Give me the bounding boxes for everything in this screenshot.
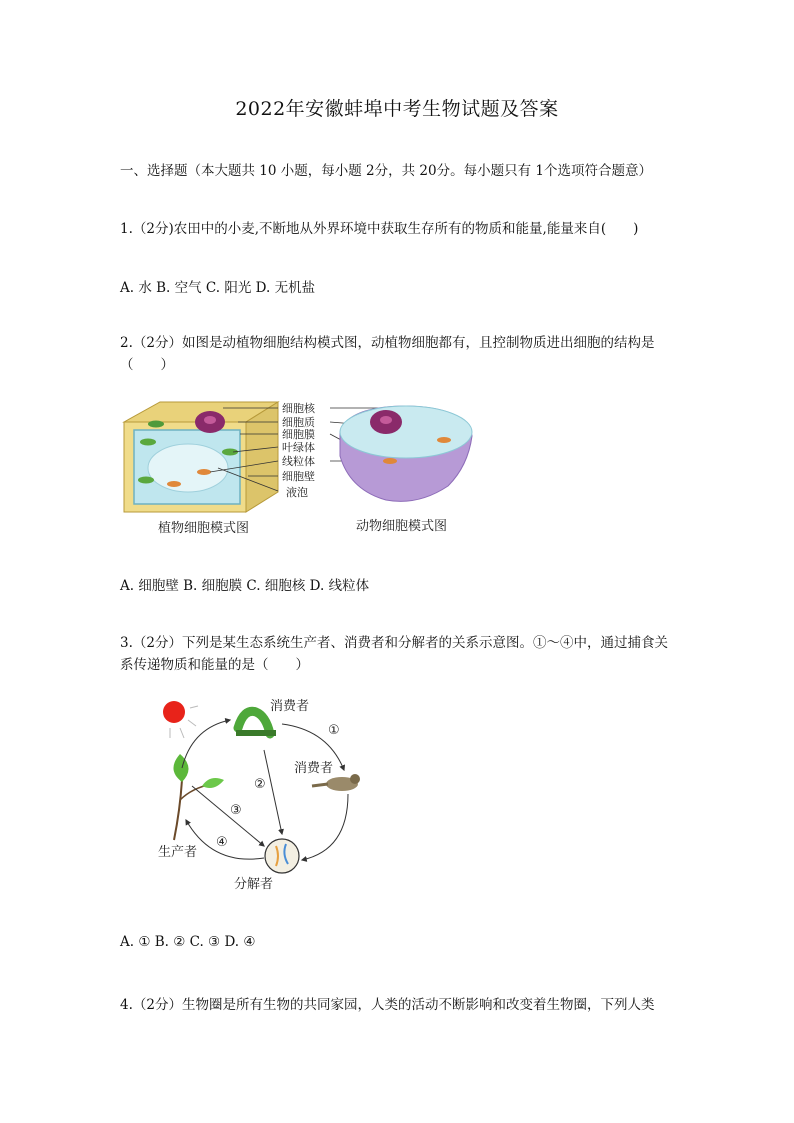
plant-cell-illustration	[124, 402, 278, 512]
sun-icon	[163, 701, 185, 723]
label-membrane: 细胞膜	[282, 428, 315, 441]
cell-structure-figure	[118, 396, 478, 544]
ecosystem-figure	[152, 690, 372, 900]
animal-cell-caption: 动物细胞模式图	[356, 519, 448, 534]
question-2-stem: 2.（2分）如图是动植物细胞结构模式图，动植物细胞都有，且控制物质进出细胞的结构是（ ）	[120, 335, 655, 373]
bird-icon	[312, 774, 360, 791]
question-4-stem: 4.（2分）生物圈是所有生物的共同家园，人类的活动不断影响和改变着生物圈，下列人类	[120, 997, 655, 1013]
label-mitochondria: 线粒体	[282, 455, 315, 468]
section-heading: 一、选择题（本大题共 10 小题，每小题 2分，共 20分。每小题只有 1个选项符合题意）	[120, 163, 652, 179]
question-3-options: A. ① B. ② C. ③ D. ④	[120, 934, 256, 950]
plant-cell-caption: 植物细胞模式图	[158, 521, 250, 536]
label-cytoplasm: 细胞质	[282, 416, 315, 429]
question-1-options: A. 水 B. 空气 C. 阳光 D. 无机盐	[120, 280, 316, 296]
decomposer-icon	[265, 839, 299, 873]
consumer2-label: 消费者	[294, 761, 334, 776]
question-1-stem: 1.（2分)农田中的小麦,不断地从外界环境中获取生存所有的物质和能量,能量来自( )	[120, 221, 639, 237]
label-nucleus: 细胞核	[282, 402, 315, 415]
animal-cell-illustration	[340, 406, 472, 501]
label-chloroplast: 叶绿体	[282, 441, 315, 454]
arrow-1-label: ①	[328, 723, 340, 738]
arrow-4-label: ④	[216, 835, 228, 850]
arrow-2-label: ②	[254, 777, 266, 792]
question-3-stem: 3.（2分）下列是某生态系统生产者、消费者和分解者的关系示意图。①～④中，通过捕食关系传递物质和能量的是（ ）	[120, 635, 668, 673]
label-cell-wall: 细胞壁	[282, 470, 315, 483]
decomposer-label: 分解者	[234, 877, 274, 892]
label-vacuole: 液泡	[286, 486, 308, 499]
caterpillar-icon	[236, 711, 276, 736]
producer-plant-icon	[173, 754, 224, 840]
arrow-3-label: ③	[230, 803, 242, 818]
page-title: 2022年安徽蚌埠中考生物试题及答案	[235, 98, 559, 120]
consumer1-label: 消费者	[270, 699, 310, 714]
question-2-options: A. 细胞壁 B. 细胞膜 C. 细胞核 D. 线粒体	[120, 578, 370, 594]
producer-label: 生产者	[158, 845, 198, 860]
